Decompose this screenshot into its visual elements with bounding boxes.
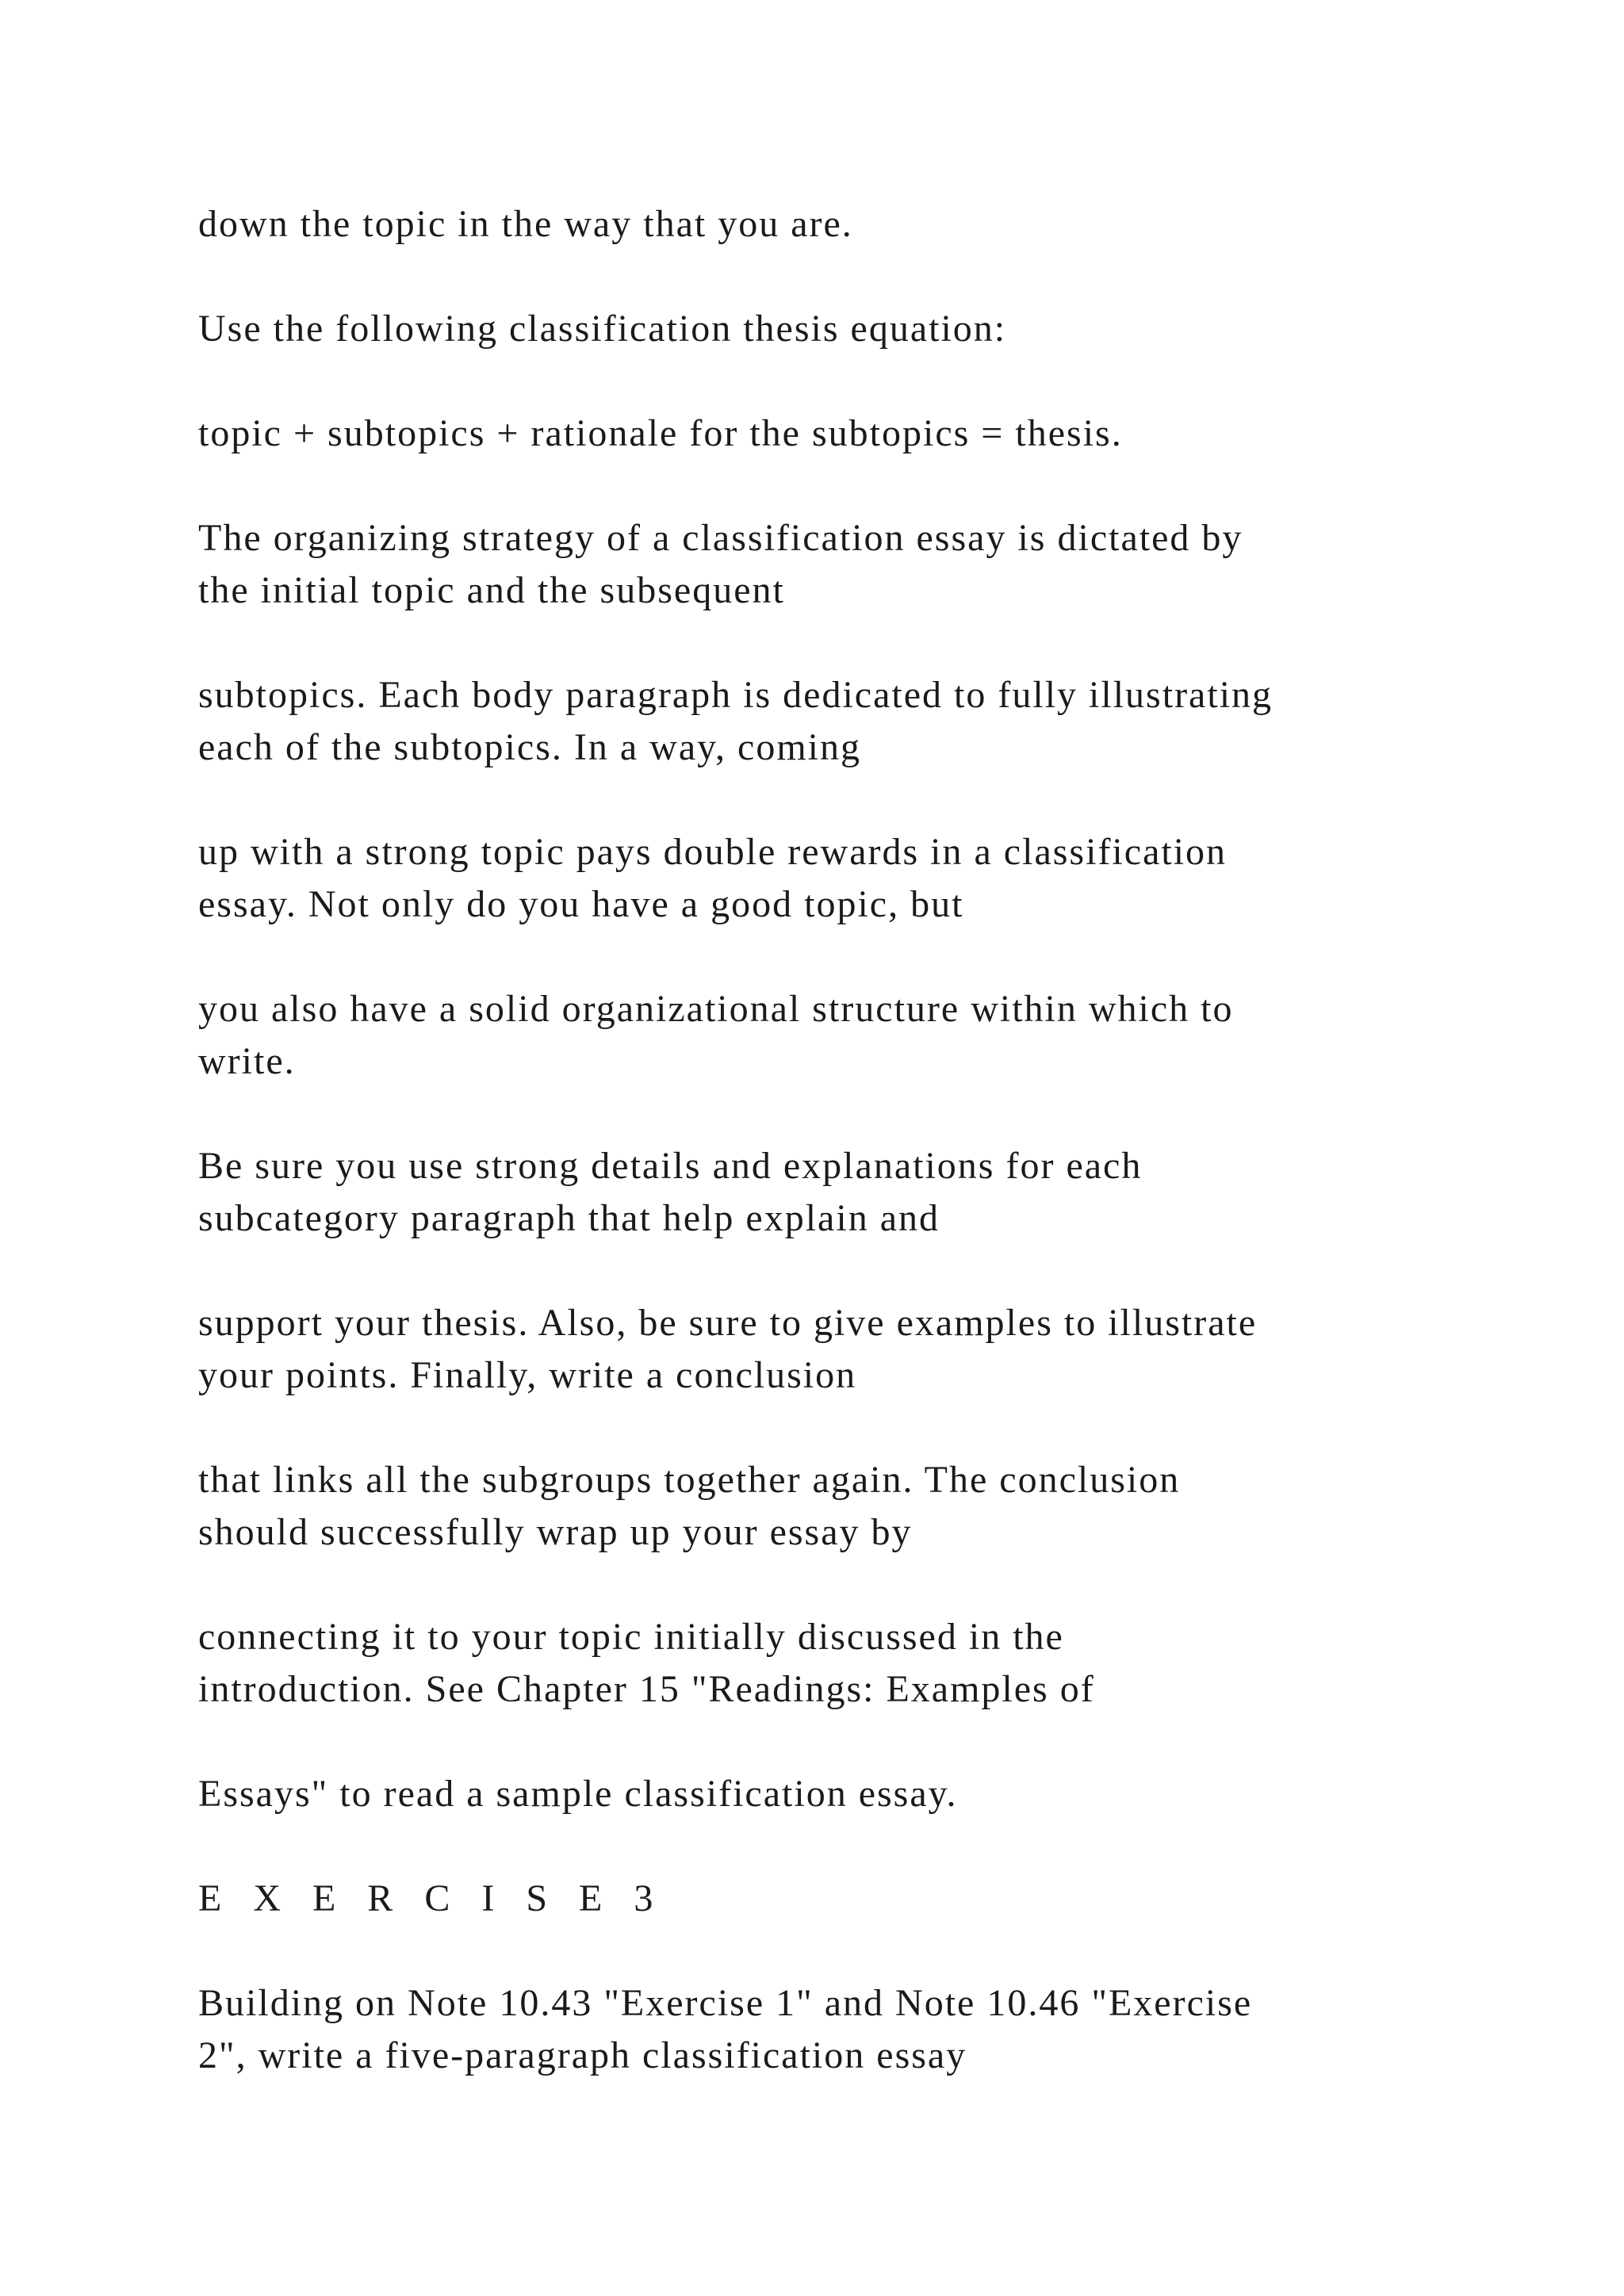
paragraph-organizational-structure: you also have a solid organizational structure within which to write. bbox=[198, 988, 1234, 1082]
paragraph-thesis-equation-intro: Use the following classification thesis equation: bbox=[198, 308, 1007, 350]
paragraph-support-thesis: support your thesis. Also, be sure to give examples to illustrate your points. Finally, write a conclusion bbox=[198, 1302, 1258, 1396]
document-body bbox=[198, 198, 1507, 2134]
paragraph-conclusion-links: that links all the subgroups together again. The conclusion should successfully wrap up your essay by bbox=[198, 1459, 1181, 1553]
paragraph-exercise-instructions: Building on Note 10.43 "Exercise 1" and Note 10.46 "Exercise 2", write a five-paragraph classification essay bbox=[198, 1982, 1253, 2076]
paragraph-organizing-strategy: The organizing strategy of a classification essay is dictated by the initial topic and the subsequent bbox=[198, 517, 1243, 611]
paragraph-subtopics: subtopics. Each body paragraph is dedicated to fully illustrating each of the subtopics. In a way, coming bbox=[198, 674, 1274, 768]
paragraph-sample-essay: Essays" to read a sample classification essay. bbox=[198, 1773, 958, 1815]
paragraph-strong-details: Be sure you use strong details and explanations for each subcategory paragraph that help explain and bbox=[198, 1145, 1143, 1239]
paragraph-strong-topic: up with a strong topic pays double rewards in a classification essay. Not only do you have a good topic, but bbox=[198, 831, 1228, 925]
paragraph-connecting-topic: connecting it to your topic initially discussed in the introduction. See Chapter 15 "Readings: Examples of bbox=[198, 1616, 1095, 1710]
paragraph-topic-breakdown: down the topic in the way that you are. bbox=[198, 203, 853, 245]
exercise-heading: E X E R C I S E 3 bbox=[198, 1877, 665, 1919]
paragraph-thesis-equation: topic + subtopics + rationale for the subtopics = thesis. bbox=[198, 412, 1123, 454]
